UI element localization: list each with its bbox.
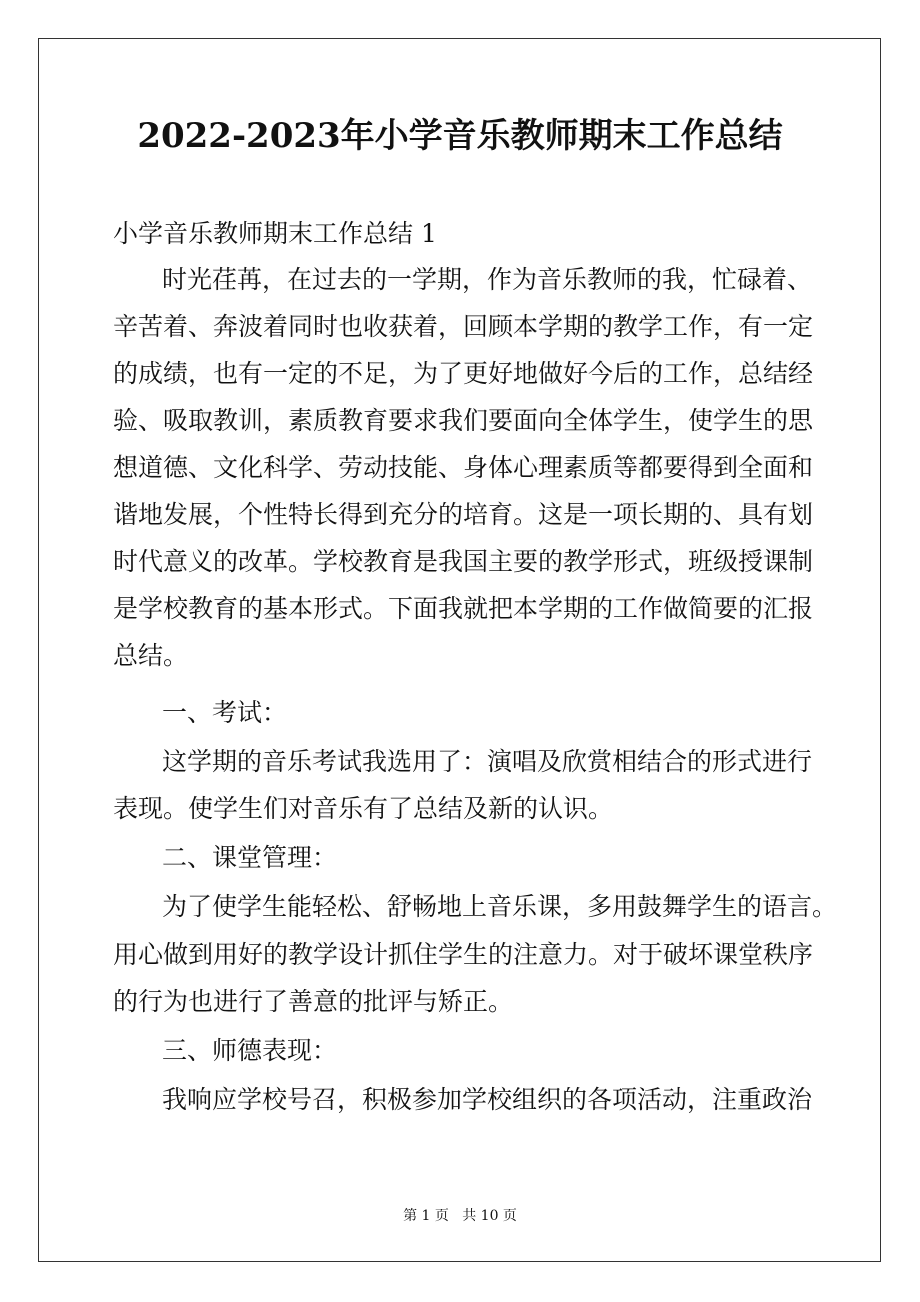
paragraph-line: 这学期的音乐考试我选用了：演唱及欣赏相结合的形式进行 (162, 747, 813, 776)
paragraph-line: 时光荏苒，在过去的一学期，作为音乐教师的我，忙碌着、 (162, 265, 813, 294)
subsection-heading: 一、考试： (162, 698, 288, 727)
paragraph-line: 谐地发展，个性特长得到充分的培育。这是一项长期的、具有划 (113, 500, 814, 529)
paragraph-line: 是学校教育的基本形式。下面我就把本学期的工作做简要的汇报 (113, 594, 814, 623)
paragraph-line: 为了使学生能轻松、舒畅地上音乐课，多用鼓舞学生的语言。 (162, 892, 838, 921)
paragraph-line: 表现。使学生们对音乐有了总结及新的认识。 (113, 794, 614, 823)
paragraph-line: 验、吸取教训，素质教育要求我们要面向全体学生，使学生的思 (113, 406, 814, 435)
paragraph-line: 总结。 (113, 641, 189, 670)
paragraph-line: 时代意义的改革。学校教育是我国主要的教学形式，班级授课制 (113, 547, 814, 576)
paragraph-line: 我响应学校号召，积极参加学校组织的各项活动，注重政治 (162, 1085, 813, 1114)
paragraph-line: 用心做到用好的教学设计抓住学生的注意力。对于破坏课堂秩序 (113, 940, 814, 969)
section-heading: 小学音乐教师期末工作总结 1 (113, 219, 437, 248)
paragraph-line: 想道德、文化科学、劳动技能、身体心理素质等都要得到全面和 (113, 453, 814, 482)
paragraph-line: 的行为也进行了善意的批评与矫正。 (113, 987, 514, 1016)
page-number-footer: 第 1 页 共 10 页 (403, 1208, 517, 1224)
paragraph-line: 辛苦着、奔波着同时也收获着，回顾本学期的教学工作，有一定 (113, 312, 814, 341)
subsection-heading: 三、师德表现： (162, 1036, 338, 1065)
document-title: 2022-2023年小学音乐教师期末工作总结 (137, 116, 783, 156)
subsection-heading: 二、课堂管理： (162, 843, 338, 872)
paragraph-line: 的成绩，也有一定的不足，为了更好地做好今后的工作，总结经 (113, 359, 814, 388)
